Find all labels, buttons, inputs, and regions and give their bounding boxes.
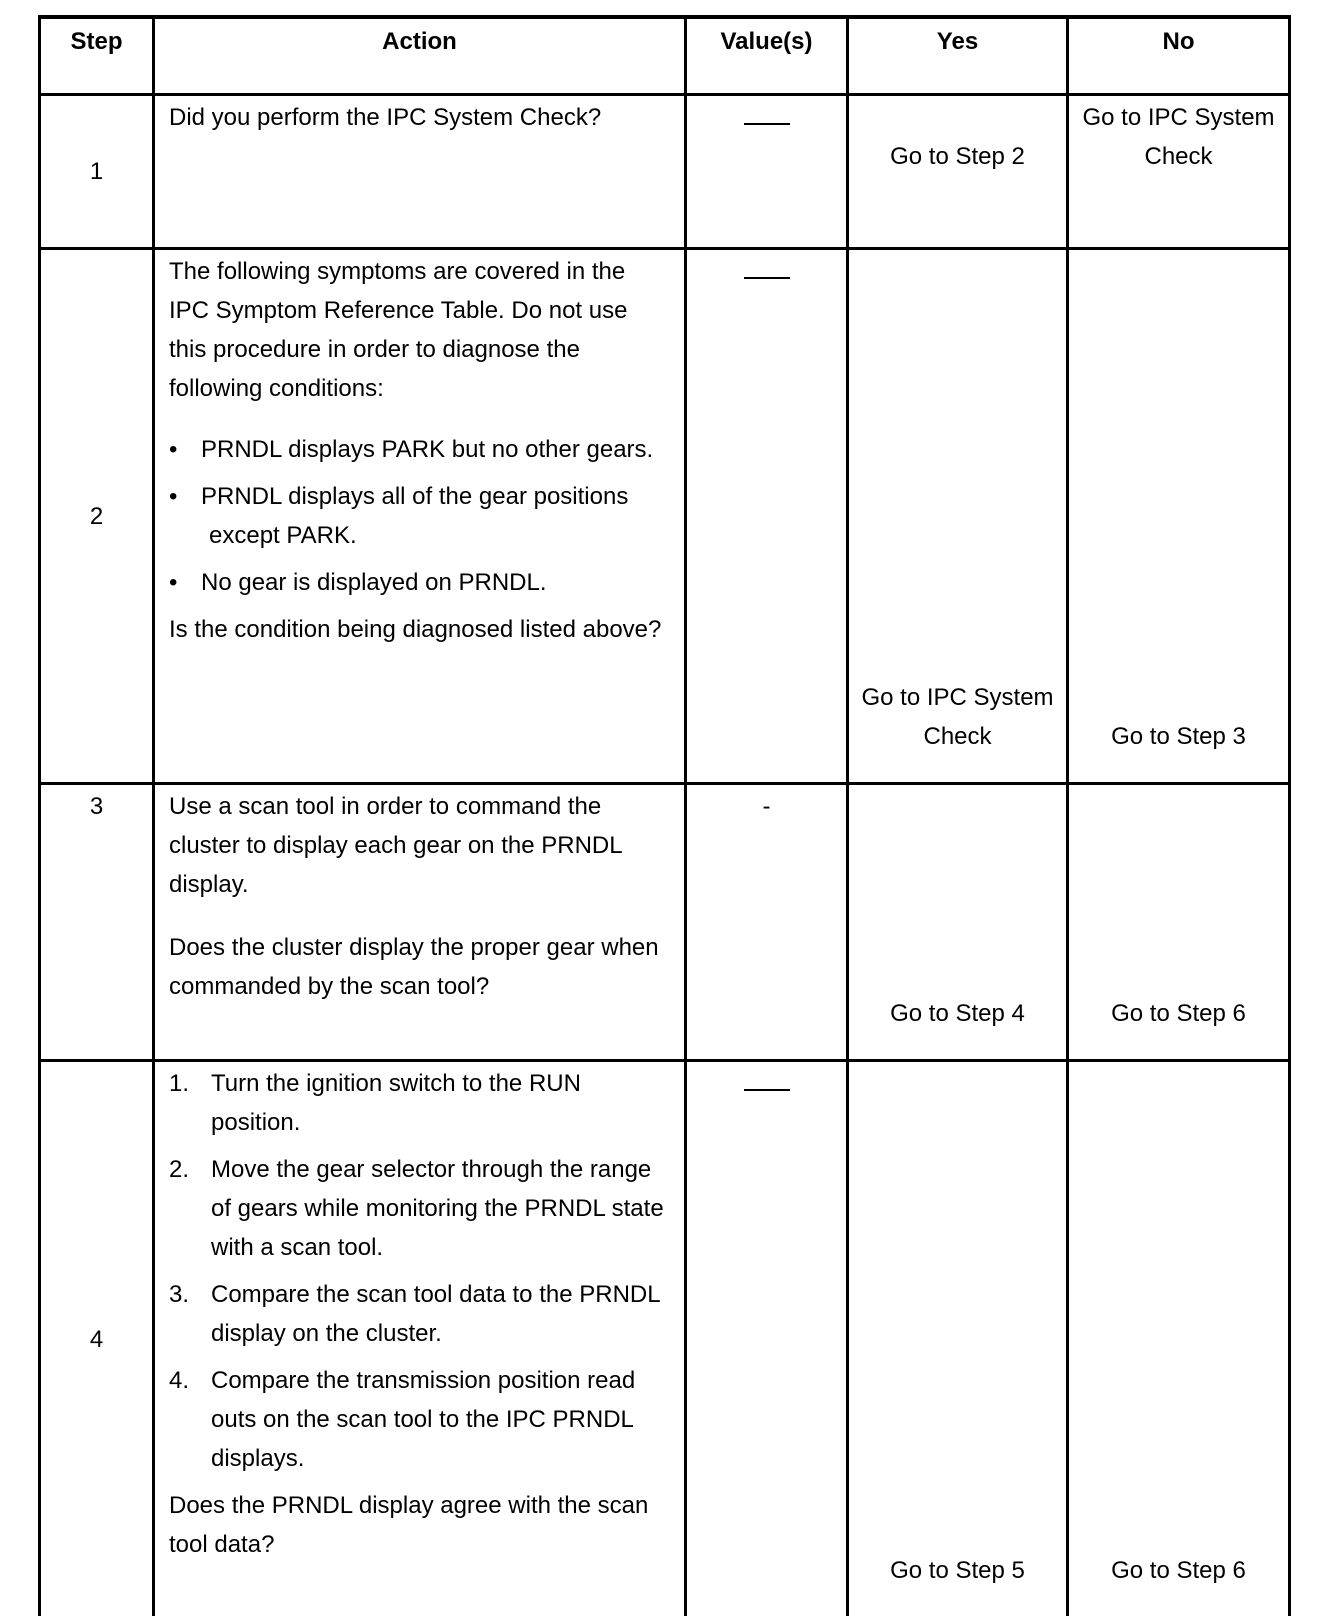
value-cell <box>686 249 848 784</box>
list-item-number: 2. <box>169 1150 189 1189</box>
action-question: Does the PRNDL display agree with the scan tool data? <box>169 1486 670 1564</box>
diagnostic-table <box>38 15 1291 1616</box>
list-item-number: 4. <box>169 1361 189 1400</box>
action-intro: The following symptoms are covered in the IPC Symptom Reference Table. Do not use this procedure in order to diagnose the following conditions: <box>169 252 670 408</box>
procedure-list <box>169 1064 670 1478</box>
action-intro: Use a scan tool in order to command the cluster to display each gear on the PRNDL display. <box>169 787 670 904</box>
header-action: Action <box>154 17 686 95</box>
symptom-list <box>169 430 670 602</box>
yes-cell <box>848 249 1068 784</box>
step-number-text: 3 <box>90 793 103 820</box>
step-number <box>40 1061 154 1616</box>
value-dash <box>744 1089 790 1091</box>
yes-text: Go to Step 2 <box>890 143 1025 170</box>
yes-cell <box>848 784 1068 1061</box>
action-question: Is the condition being diagnosed listed above? <box>169 610 670 649</box>
list-item-text: Compare the transmission position read outs on the scan tool to the IPC PRNDL displays. <box>211 1367 635 1472</box>
list-item <box>169 1150 670 1267</box>
list-item <box>169 430 670 469</box>
yes-cell <box>848 1061 1068 1616</box>
list-item <box>169 1064 670 1142</box>
list-item-text: Turn the ignition switch to the RUN position. <box>211 1070 581 1136</box>
header-row <box>40 17 1290 95</box>
list-item-text: PRNDL displays all of the gear positions except PARK. <box>201 483 628 549</box>
value-dash <box>744 123 790 125</box>
list-item-number: 1. <box>169 1064 189 1103</box>
no-cell <box>1068 1061 1290 1616</box>
bullet-icon: • <box>169 430 177 469</box>
list-item <box>169 1275 670 1353</box>
list-item <box>169 477 670 555</box>
yes-text: Go to Step 5 <box>890 1557 1025 1584</box>
list-item-text: Compare the scan tool data to the PRNDL display on the cluster. <box>211 1281 660 1347</box>
action-question: Does the cluster display the proper gear when commanded by the scan tool? <box>169 928 670 1006</box>
action-cell <box>154 1061 686 1616</box>
action-cell <box>154 784 686 1061</box>
table-row-step-2 <box>40 249 1290 784</box>
bullet-icon: • <box>169 477 177 516</box>
no-text: Go to Step 6 <box>1111 1557 1246 1584</box>
no-cell <box>1068 95 1290 249</box>
bullet-icon: • <box>169 563 177 602</box>
value-cell <box>686 95 848 249</box>
value-cell <box>686 784 848 1061</box>
step-number-text: 4 <box>90 1326 103 1353</box>
list-item <box>169 1361 670 1478</box>
step-number <box>40 249 154 784</box>
list-item-text: No gear is displayed on PRNDL. <box>201 569 547 596</box>
header-values: Value(s) <box>686 17 848 95</box>
action-cell <box>154 249 686 784</box>
list-item-number: 3. <box>169 1275 189 1314</box>
value-dash <box>744 277 790 279</box>
header-step: Step <box>40 17 154 95</box>
action-question: Did you perform the IPC System Check? <box>169 98 670 137</box>
no-text: Go to Step 6 <box>1111 1000 1246 1027</box>
header-yes: Yes <box>848 17 1068 95</box>
value-text: - <box>763 793 771 820</box>
yes-text: Go to IPC System Check <box>861 684 1053 750</box>
step-number <box>40 784 154 1061</box>
value-cell <box>686 1061 848 1616</box>
no-cell <box>1068 249 1290 784</box>
list-item-text: Move the gear selector through the range of gears while monitoring the PRNDL state with a scan tool. <box>211 1156 664 1261</box>
no-text: Go to Step 3 <box>1111 723 1246 750</box>
table-row-step-4 <box>40 1061 1290 1616</box>
step-number-text: 1 <box>90 158 103 185</box>
list-item <box>169 563 670 602</box>
table-row-step-1 <box>40 95 1290 249</box>
step-number <box>40 95 154 249</box>
action-cell <box>154 95 686 249</box>
no-text: Go to IPC System Check <box>1082 104 1274 170</box>
yes-cell <box>848 95 1068 249</box>
header-no: No <box>1068 17 1290 95</box>
table-row-step-3 <box>40 784 1290 1061</box>
yes-text: Go to Step 4 <box>890 1000 1025 1027</box>
step-number-text: 2 <box>90 503 103 530</box>
no-cell <box>1068 784 1290 1061</box>
list-item-text: PRNDL displays PARK but no other gears. <box>201 436 653 463</box>
